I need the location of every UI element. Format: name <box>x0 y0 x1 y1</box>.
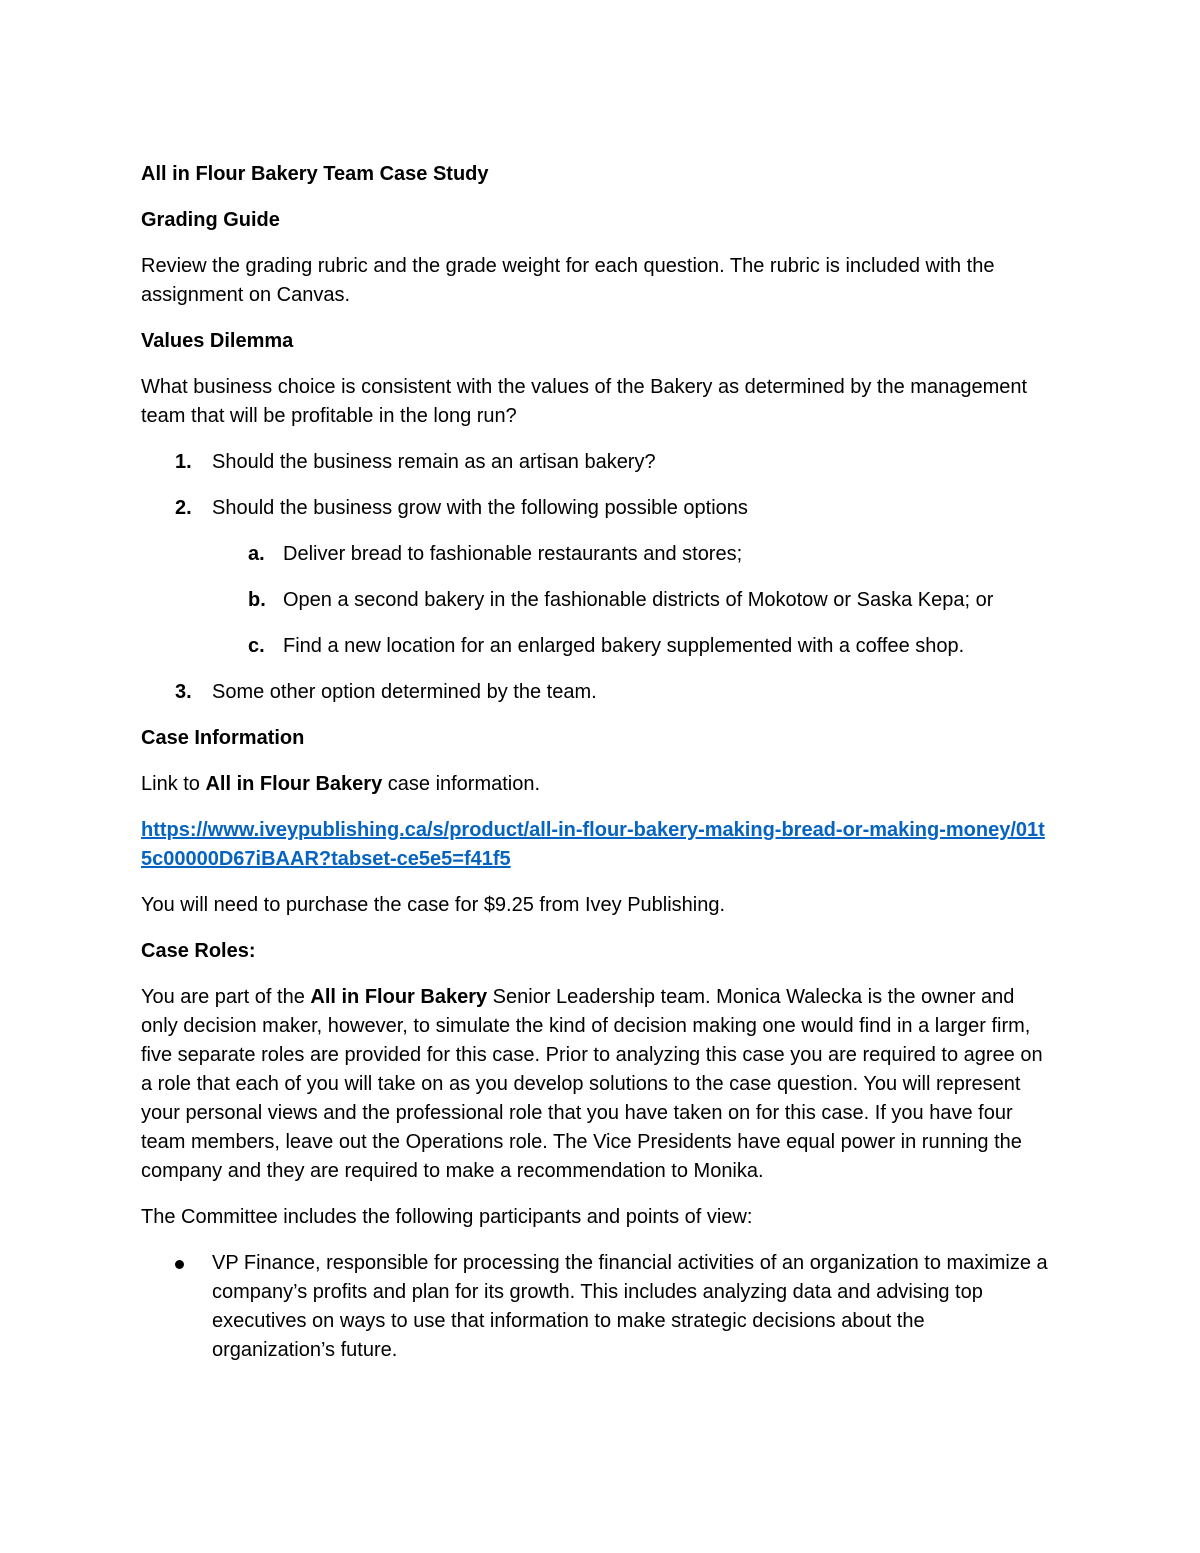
list-marker: 3. <box>175 681 192 703</box>
bullet-item <box>141 1249 1051 1365</box>
sub-list-item <box>212 632 1051 661</box>
list-item <box>141 678 1051 707</box>
document-title: All in Flour Bakery Team Case Study <box>141 163 489 185</box>
list-item-text: Should the business remain as an artisan bakery? <box>212 451 656 473</box>
committee-text: The Committee includes the following participants and points of view: <box>141 1206 753 1228</box>
options-list <box>141 448 1051 707</box>
purchase-text: You will need to purchase the case for $9.25 from Ivey Publishing. <box>141 894 726 916</box>
list-item <box>141 448 1051 477</box>
roles-intro-bold: All in Flour Bakery <box>310 986 488 1008</box>
sub-list-item-text: Open a second bakery in the fashionable districts of Mokotow or Saska Kepa; or <box>283 589 994 611</box>
sub-options-list <box>212 540 1051 661</box>
roles-intro-prefix: You are part of the <box>141 986 311 1008</box>
roles-intro-suffix: Senior Leadership team. Monica Walecka is the owner and only decision maker, however, to simulate the kind of decision making one would find in a larger firm, five separate roles are provided for this case. Prior to analyzing this case you are required to agree on a role that each of you will take on as you develop solutions to the case question. You will represent your personal views and the professional role that you have taken on for this case. If you have four team members, leave out the Operations role. The Vice Presidents have equal power in running the company and they are required to make a recommendation to Monika. <box>141 986 1043 1182</box>
sub-list-item-text: Deliver bread to fashionable restaurants and stores; <box>283 543 743 565</box>
bullet-item-text: VP Finance, responsible for processing the financial activities of an organization to maximize a company’s profits and plan for its growth. This includes analyzing data and advising top executives on ways to use that information to make strategic decisions about the organization’s future. <box>212 1252 1048 1361</box>
list-marker: 1. <box>175 451 192 473</box>
bullet-icon <box>175 1260 184 1269</box>
list-item-text: Some other option determined by the team. <box>212 681 597 703</box>
roles-bullet-list <box>141 1249 1051 1365</box>
case-link-suffix: case information. <box>382 773 541 795</box>
grading-guide-heading: Grading Guide <box>141 209 280 231</box>
values-dilemma-heading: Values Dilemma <box>141 330 294 352</box>
case-information-heading: Case Information <box>141 727 305 749</box>
list-item-text: Should the business grow with the following possible options <box>212 497 748 519</box>
case-roles-heading: Case Roles: <box>141 940 256 962</box>
case-url-wrapper <box>141 816 1051 874</box>
list-marker: 2. <box>175 497 192 519</box>
case-url-link[interactable]: https://www.iveypublishing.ca/s/product/all-in-flour-bakery-making-bread-or-making-money/01t5c00000D67iBAAR?tabset-ce5e5=f41f5 <box>141 819 1045 870</box>
document-page <box>141 160 1051 1365</box>
sub-list-marker: c. <box>248 635 265 657</box>
list-item <box>141 494 1051 661</box>
case-link-sentence <box>141 770 1051 799</box>
grading-guide-text: Review the grading rubric and the grade weight for each question. The rubric is included with the assignment on Canvas. <box>141 255 995 306</box>
sub-list-item-text: Find a new location for an enlarged bakery supplemented with a coffee shop. <box>283 635 965 657</box>
sub-list-item <box>212 586 1051 615</box>
values-dilemma-question: What business choice is consistent with the values of the Bakery as determined by the management team that will be profitable in the long run? <box>141 376 1028 427</box>
case-link-bold: All in Flour Bakery <box>205 773 383 795</box>
sub-list-marker: b. <box>248 589 266 611</box>
case-roles-intro <box>141 983 1051 1186</box>
sub-list-item <box>212 540 1051 569</box>
case-link-prefix: Link to <box>141 773 206 795</box>
sub-list-marker: a. <box>248 543 265 565</box>
